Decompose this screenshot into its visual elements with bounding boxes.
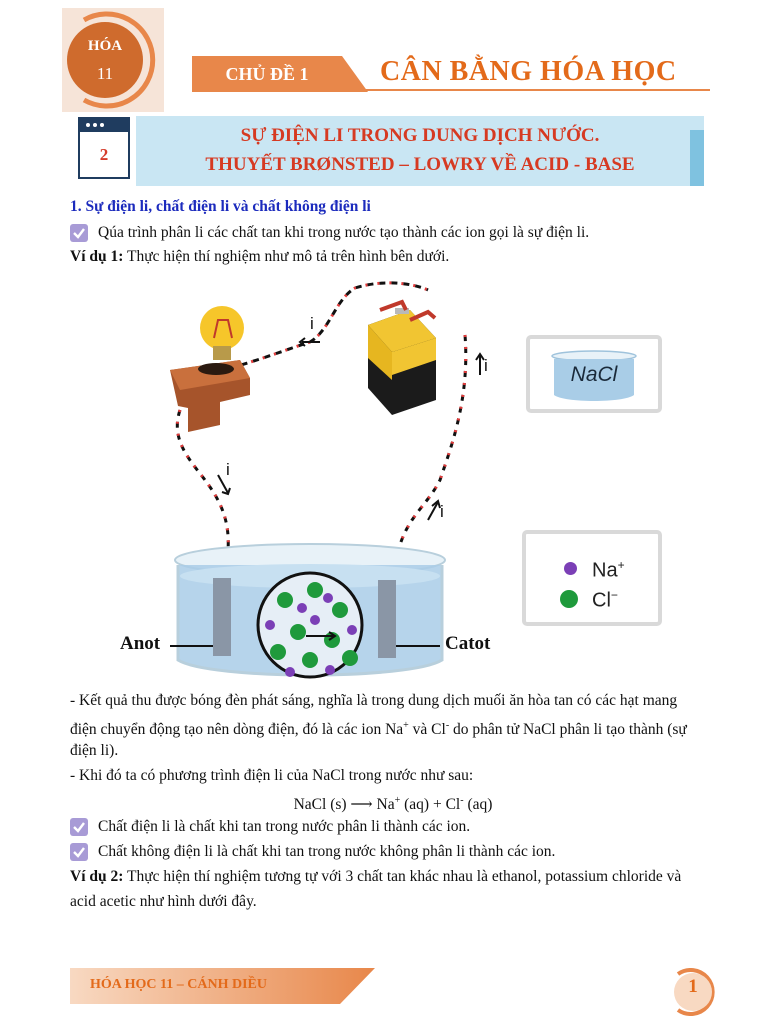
definition-electrolysis: Qúa trình phân li các chất tan khi trong nước tạo thành các ion gọi là sự điện li.: [98, 224, 590, 241]
nacl-solution-box: [526, 335, 662, 413]
checkbox-icon: [70, 818, 88, 836]
example1-text: Thực hiện thí nghiệm như mô tả trên hình bên dưới.: [123, 248, 450, 265]
ion-legend: [522, 530, 662, 626]
definition-nonelectrolyte: Chất không điện li là chất khi tan trong nước không phân li thành các ion.: [98, 843, 556, 860]
sodium-ion-dot: [564, 562, 577, 575]
electrolysis-diagram: [110, 280, 510, 680]
example1-line: [70, 245, 449, 269]
current-label: i: [226, 460, 230, 479]
page-title: CÂN BẰNG HÓA HỌC: [380, 56, 677, 87]
title-divider: [192, 89, 710, 91]
example1-label: Ví dụ 1:: [70, 248, 124, 265]
light-bulb-icon: [200, 306, 244, 360]
cathode-electrode: [378, 580, 396, 658]
current-label: i: [484, 356, 488, 375]
example2-label: Ví dụ 2:: [70, 868, 124, 885]
lesson-banner: [136, 116, 704, 186]
topic-label: CHỦ ĐỀ 1: [225, 64, 309, 84]
lesson-title-line1: SỰ ĐIỆN LI TRONG DUNG DỊCH NƯỚC.: [240, 125, 600, 146]
result-line-2: điện chuyển động tạo nên dòng điện, đó là các ion Na+ và Cl- do phân tử NaCl phân li tạo thành (sự: [70, 720, 687, 739]
ion-magnifier: [258, 573, 362, 677]
result-line-1: - Kết quả thu được bóng đèn phát sáng, nghĩa là trong dung dịch muối ăn hòa tan có các hạt mang: [70, 692, 678, 709]
lesson-window-icon: [78, 117, 130, 179]
battery-icon: [368, 302, 436, 415]
anode-label: Anot: [120, 633, 161, 654]
example2-line-2: acid acetic như hình dưới đây.: [70, 893, 257, 910]
lesson-title-line2: THUYẾT BRØNSTED – LOWRY VỀ ACID - BASE: [205, 154, 635, 175]
definition-electrolyte: Chất điện li là chất khi tan trong nước phân li thành các ion.: [98, 818, 471, 835]
badge-ring-icon: [62, 8, 164, 112]
chloride-ion-dot: [560, 590, 578, 608]
legend-sodium: Na+: [592, 558, 625, 582]
checkbox-icon: [70, 843, 88, 861]
current-label: i: [310, 314, 314, 333]
section-heading: 1. Sự điện li, chất điện li và chất không điện li: [70, 198, 371, 215]
page-number: 1: [688, 976, 698, 997]
result-line-3: điện li).: [70, 742, 119, 759]
current-label: i: [440, 502, 444, 521]
subject-badge: [62, 8, 164, 112]
cathode-label: Catot: [445, 633, 491, 654]
checkbox-icon: [70, 224, 88, 242]
nacl-label: NaCl: [570, 363, 618, 386]
badge-subject: HÓA: [87, 38, 123, 54]
lamp-holder: [170, 360, 250, 432]
legend-chloride: Cl−: [592, 588, 618, 612]
example2-line-1: Ví dụ 2: Thực hiện thí nghiệm tương tự với 3 chất tan khác nhau là ethanol, potassium chloride và: [70, 868, 682, 885]
banner-shadow: [690, 130, 704, 186]
lesson-number: 2: [99, 145, 109, 164]
badge-grade: 11: [96, 64, 114, 83]
result-line-4: - Khi đó ta có phương trình điện li của NaCl trong nước như sau:: [70, 767, 474, 784]
anode-electrode: [213, 578, 231, 656]
footer-text: HÓA HỌC 11 – CÁNH DIỀU: [90, 977, 267, 992]
ionization-equation: NaCl (s) ⟶ Na+ (aq) + Cl- (aq): [293, 795, 493, 814]
